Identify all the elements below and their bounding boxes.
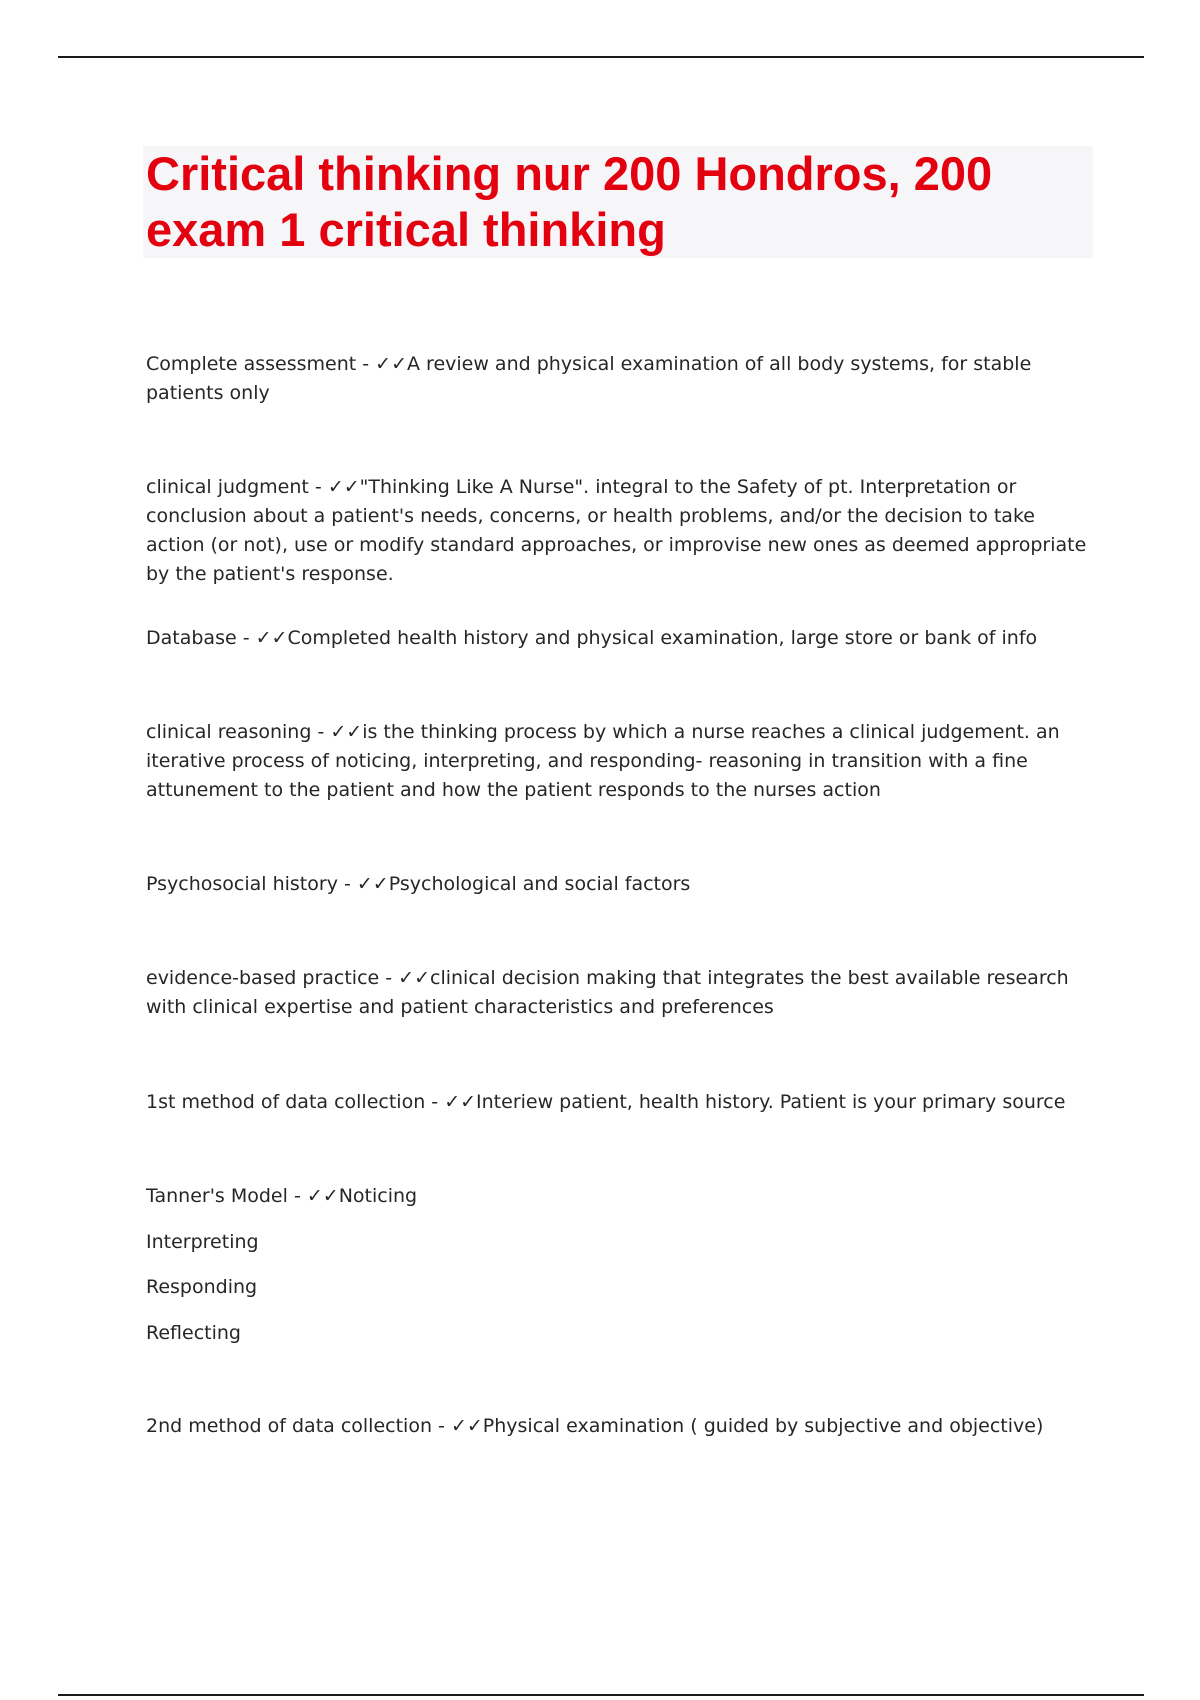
- entry-term: Database: [146, 627, 237, 649]
- entry-term: Psychosocial history: [146, 873, 338, 895]
- entry-term: 2nd method of data collection: [146, 1415, 432, 1437]
- entry-separator: -: [337, 873, 357, 895]
- entry-clinical-reasoning: [146, 718, 1094, 805]
- entry-separator: -: [432, 1415, 451, 1437]
- entry-complete-assessment: [146, 350, 1094, 408]
- double-check-icon: ✓✓: [375, 353, 408, 375]
- entry-separator: -: [308, 476, 328, 498]
- document-title: Critical thinking nur 200 Hondros, 200 exam 1 critical thinking: [146, 147, 993, 256]
- entry-separator: -: [356, 353, 376, 375]
- double-check-icon: ✓✓: [450, 1415, 483, 1437]
- tanners-model-step: Interpreting: [146, 1231, 259, 1253]
- entry-separator: -: [311, 721, 331, 743]
- entry-definition: "Thinking Like A Nurse". integral to the Safety of pt. Interpretation or conclusion about a patient's needs, concerns, or health problems, and/or the decision to take action (or not), use or modify standard approaches, or improvise new ones as deemed appropriate by the patient's response.: [146, 476, 1087, 585]
- entry-second-method-data-collection: [146, 1412, 1094, 1441]
- double-check-icon: ✓✓: [356, 873, 389, 895]
- entry-database: [146, 624, 1094, 653]
- entry-separator: -: [425, 1091, 445, 1113]
- entry-term: Complete assessment: [146, 353, 357, 375]
- entry-term: Tanner's Model: [146, 1185, 288, 1207]
- double-check-icon: ✓✓: [327, 476, 360, 498]
- entry-term: evidence-based practice: [146, 967, 380, 989]
- double-check-icon: ✓✓: [398, 967, 430, 989]
- tanners-model-step: Reflecting: [146, 1322, 241, 1344]
- entry-separator: -: [379, 967, 399, 989]
- tanners-model-step: Responding: [146, 1276, 258, 1298]
- entry-psychosocial-history: [146, 870, 1094, 899]
- entry-separator: -: [287, 1185, 307, 1207]
- entry-definition: is the thinking process by which a nurse reaches a clinical judgement. an iterative process of noticing, interpreting, and responding- reasoning in transition with a fine attunement to the patient and how the patient responds to the nurses action: [146, 721, 1060, 801]
- entry-term: clinical judgment: [146, 476, 309, 498]
- entry-definition: Interiew patient, health history. Patient is your primary source: [476, 1091, 1066, 1113]
- entry-term: 1st method of data collection: [146, 1091, 426, 1113]
- entry-first-method-data-collection: [146, 1088, 1094, 1117]
- entry-definition: Noticing: [338, 1185, 418, 1207]
- double-check-icon: ✓✓: [444, 1091, 477, 1113]
- entry-definition: Psychological and social factors: [388, 873, 691, 895]
- entry-separator: -: [236, 627, 256, 649]
- entry-definition: A review and physical examination of all body systems, for stable patients only: [146, 353, 1032, 404]
- double-check-icon: ✓✓: [330, 721, 363, 743]
- entry-term: clinical reasoning: [146, 721, 312, 743]
- entry-evidence-based-practice: [146, 964, 1094, 1022]
- entry-clinical-judgment: [146, 473, 1094, 589]
- double-check-icon: ✓✓: [255, 627, 288, 649]
- top-rule: [58, 56, 1144, 58]
- entry-definition: clinical decision making that integrates the best available research with clinical expertise and patient characteristics and preferences: [146, 967, 1069, 1018]
- entry-tanners-model: [146, 1182, 1094, 1211]
- entry-definition: Completed health history and physical examination, large store or bank of info: [287, 627, 1038, 649]
- entry-definition: Physical examination ( guided by subjective and objective): [482, 1415, 1044, 1437]
- double-check-icon: ✓✓: [306, 1185, 339, 1207]
- bottom-rule: [58, 1694, 1144, 1696]
